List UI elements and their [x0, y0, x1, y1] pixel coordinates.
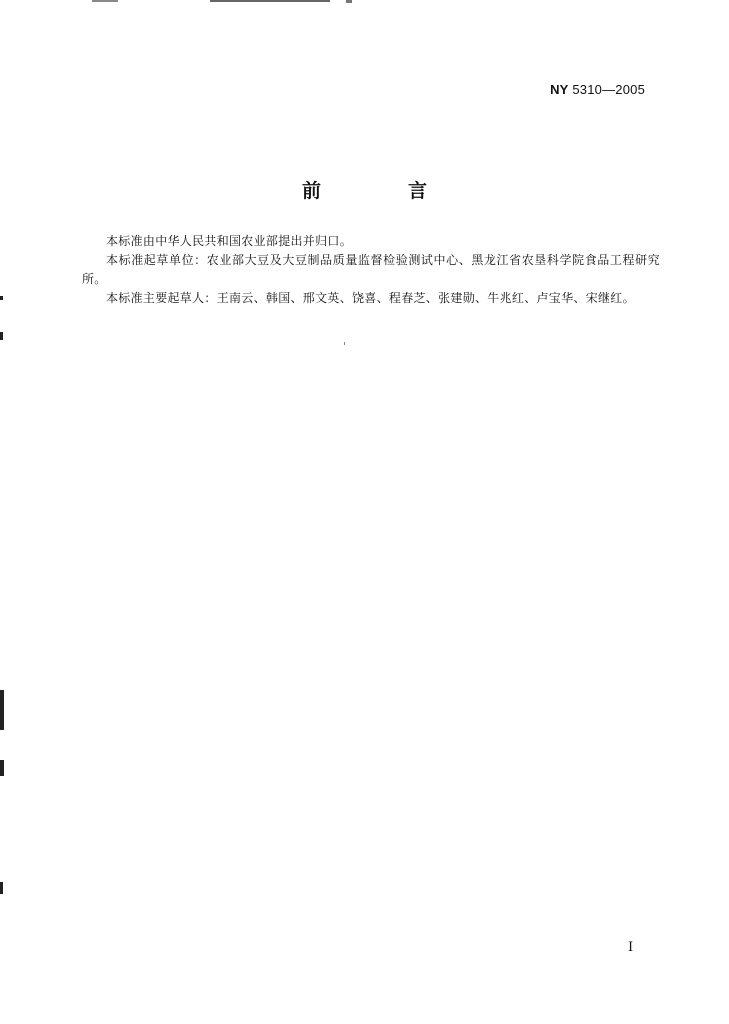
paragraph-proposal: 本标准由中华人民共和国农业部提出并归口。 — [106, 234, 353, 248]
scan-top-edge-marks — [0, 0, 729, 6]
scan-mark — [92, 0, 118, 2]
scan-mark — [210, 0, 330, 2]
scan-mark — [0, 882, 3, 894]
scan-mark — [0, 332, 3, 340]
standard-number: 5310—2005 — [572, 82, 645, 97]
scan-mark — [346, 0, 352, 3]
foreword-body — [82, 232, 660, 308]
scan-mark — [0, 296, 3, 300]
standard-prefix: NY — [550, 82, 569, 97]
paragraph-drafting-units: 本标准起草单位：农业部大豆及大豆制品质量监督检验测试中心、黑龙江省农垦科学院食品工程研究所。 — [82, 253, 660, 286]
scan-mark — [0, 690, 4, 730]
paragraph-drafters: 本标准主要起草人：王南云、韩国、邢文英、饶喜、程春芝、张建勋、牛兆红、卢宝华、宋继红。 — [106, 291, 635, 305]
scan-mark — [0, 760, 4, 776]
standard-code — [550, 82, 645, 97]
scan-speck — [344, 342, 345, 345]
page-number: I — [628, 940, 634, 955]
page-title: 前 言 — [301, 180, 461, 202]
